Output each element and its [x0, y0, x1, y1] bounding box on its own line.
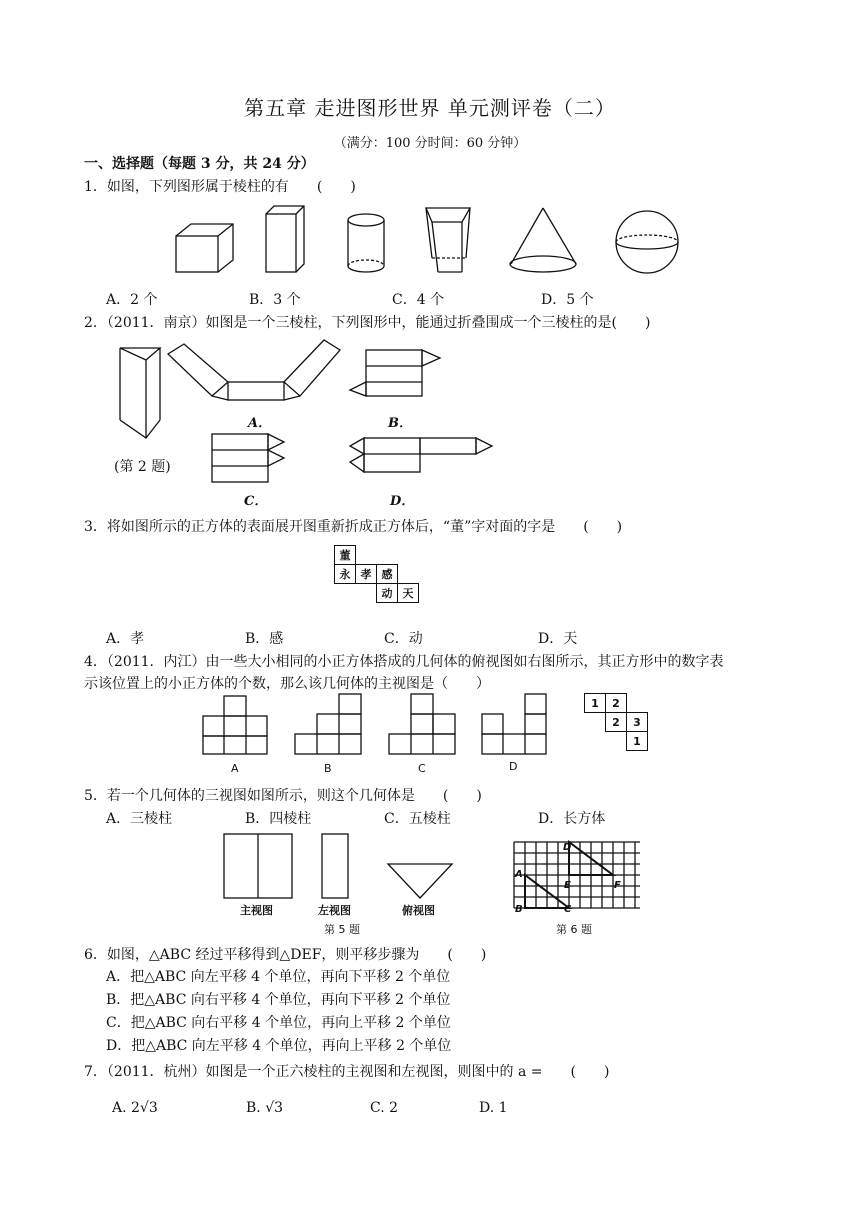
- q5-stem: 5．若一个几何体的三视图如图所示，则这个几何体是 ( ): [84, 788, 482, 804]
- front-view-d: [482, 694, 546, 754]
- q5-label-top: 俯视图: [402, 904, 435, 917]
- q1-stem: 1．如图，下列图形属于棱柱的有 ( ): [84, 179, 356, 195]
- q3-option-d: D．天: [538, 631, 578, 647]
- front-view-a: [203, 696, 267, 754]
- q4-stem-line1: 4．（2011．内江）由一些大小相同的小正方体搭成的几何体的俯视图如右图所示，其正方形中的数字表: [84, 654, 724, 670]
- net-d: [350, 438, 492, 472]
- q5-label-side: 左视图: [318, 904, 351, 917]
- q3-option-c: C．动: [384, 631, 423, 647]
- q2-stem: 2．（2011．南京）如图是一个三棱柱，下列图形中，能通过折叠围成一个三棱柱的是( ): [84, 315, 651, 331]
- q6-stem: 6．如图，△ABC 经过平移得到△DEF，则平移步骤为 ( ): [84, 947, 487, 963]
- q6-option-b: B．把△ABC 向右平移 4 个单位，再向下平移 2 个单位: [106, 992, 451, 1008]
- net-b: [350, 350, 440, 396]
- q4-label-b: B: [324, 762, 332, 775]
- q3-option-a: A．孝: [106, 631, 145, 647]
- q1-shapes: [0, 200, 860, 290]
- section-heading: 一、选择题（每题 3 分，共 24 分）: [84, 156, 315, 172]
- q4-label-d: D: [509, 760, 518, 773]
- q5-option-a: A．三棱柱: [106, 811, 173, 827]
- q5-label-front: 主视图: [240, 904, 273, 917]
- front-view-c: [389, 694, 455, 754]
- front-view-b: [295, 694, 361, 754]
- point-c-label: C: [564, 904, 572, 915]
- q6-option-d: D．把△ABC 向左平移 4 个单位，再向上平移 2 个单位: [106, 1038, 452, 1054]
- q3-option-b: B．感: [245, 631, 284, 647]
- q5-caption: 第 5 题: [324, 923, 360, 936]
- point-e-label: E: [564, 880, 571, 891]
- cone-figure: [510, 208, 576, 272]
- top-view-cell: 2: [606, 713, 627, 732]
- q2-label-b: B．: [388, 416, 412, 431]
- top-view-cell: 1: [627, 732, 648, 751]
- page-title: 第五章 走进图形世界 单元测评卷（二）: [244, 96, 616, 120]
- net-a: [168, 340, 340, 400]
- q5-option-d: D．长方体: [538, 811, 606, 827]
- point-b-label: B: [515, 904, 523, 915]
- q3-stem: 3．将如图所示的正方体的表面展开图重新折成正方体后，“董”字对面的字是 ( ): [84, 519, 623, 535]
- q2-caption: (第 2 题): [114, 459, 171, 475]
- q7-option-d: D. 1: [479, 1100, 508, 1116]
- q6-option-c: C．把△ABC 向右平移 4 个单位，再向上平移 2 个单位: [106, 1015, 451, 1031]
- page-subtitle: （满分：100 分时间：60 分钟）: [333, 136, 527, 151]
- net-cell: 感: [377, 565, 398, 584]
- truncated-prism-figure: [426, 208, 470, 272]
- q1-option-d: D．5 个: [541, 292, 594, 308]
- q7-option-b: B. √3: [246, 1100, 284, 1116]
- q2-label-a: A．: [248, 416, 272, 431]
- cylinder-figure: [348, 214, 384, 272]
- net-cell: 董: [335, 546, 356, 565]
- point-d-label: D: [563, 842, 572, 853]
- point-f-label: F: [614, 880, 621, 891]
- q2-label-c: C．: [244, 494, 268, 509]
- net-cell: 永: [335, 565, 356, 584]
- q6-option-a: A．把△ABC 向左平移 4 个单位，再向下平移 2 个单位: [106, 969, 451, 985]
- cuboid-figure: [266, 206, 304, 272]
- top-view-cell: 1: [585, 694, 606, 713]
- net-cell: 天: [398, 584, 419, 603]
- q4-stem-line2: 示该位置上的小正方体的个数，那么该几何体的主视图是（ ）: [84, 676, 490, 692]
- q2-label-d: D．: [390, 494, 415, 509]
- q7-option-a: A. 2√3: [112, 1100, 158, 1116]
- top-view-cell: 3: [627, 713, 648, 732]
- net-c: [212, 434, 284, 482]
- q4-front-views: [0, 690, 860, 770]
- sphere-figure: [616, 211, 678, 273]
- q7-option-c: C. 2: [370, 1100, 399, 1116]
- q5-option-c: C．五棱柱: [384, 811, 451, 827]
- q3-cube-net: [334, 545, 419, 603]
- q4-top-view: [584, 693, 648, 751]
- q7-stem: 7．（2011．杭州）如图是一个正六棱柱的主视图和左视图，则图中的 a = ( ): [84, 1064, 610, 1080]
- q4-label-a: A: [231, 762, 239, 775]
- q1-option-b: B．3 个: [249, 292, 301, 308]
- triangular-prism-figure: [120, 348, 160, 438]
- q6-grid-figure: [0, 838, 860, 928]
- q6-caption: 第 6 题: [556, 923, 592, 936]
- top-view-cell: 2: [606, 694, 627, 713]
- q1-option-a: A．2 个: [106, 292, 158, 308]
- net-cell: 动: [377, 584, 398, 603]
- cube-figure: [176, 224, 233, 272]
- q5-option-b: B．四棱柱: [245, 811, 312, 827]
- net-cell: 孝: [356, 565, 377, 584]
- point-a-label: A: [515, 869, 523, 880]
- q1-option-c: C．4 个: [392, 292, 445, 308]
- q4-label-c: C: [418, 762, 426, 775]
